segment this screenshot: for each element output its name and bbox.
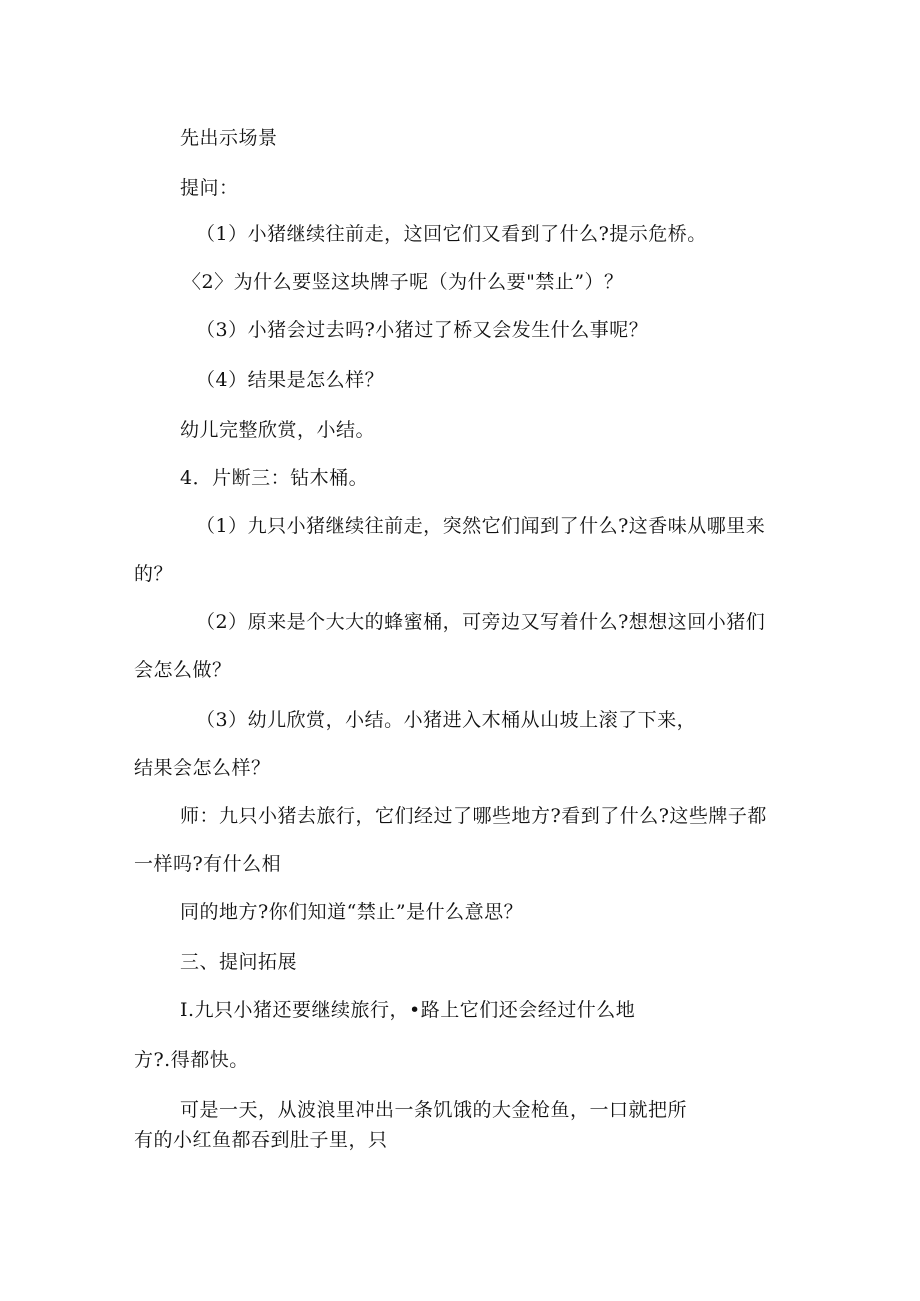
paragraph-line: 先出示场景	[180, 127, 278, 149]
paragraph-line: 的？	[134, 563, 174, 585]
paragraph-line: 师：九只小猪去旅行，它们经过了哪些地方?看到了什么?这些牌子都	[180, 805, 767, 827]
paragraph-line: 幼儿完整欣赏，小结。	[180, 419, 376, 441]
paragraph-line: 有的小红鱼都吞到肚子里，只	[134, 1129, 388, 1151]
paragraph-line: 可是一天，从波浪里冲出一条饥饿的大金枪鱼，一口就把所	[180, 1099, 688, 1121]
paragraph-line: （1）小猪继续往前走，这回它们又看到了什么?提示危桥。	[196, 223, 707, 245]
paragraph-line: 〈2〉为什么要竖这块牌子呢（为什么要"禁止”）？	[182, 271, 624, 293]
paragraph-line: （2）原来是个大大的蜂蜜桶，可旁边又写着什么?想想这回小猪们	[196, 611, 766, 633]
paragraph-line: （1）九只小猪继续往前走，突然它们闻到了什么?这香味从哪里来	[196, 515, 766, 537]
paragraph-line: 会怎么做？	[134, 659, 232, 681]
paragraph-line: （4）结果是怎么样？	[196, 369, 385, 391]
paragraph-line: 方?.得都快。	[134, 1049, 249, 1071]
section-heading: 三、提问拓展	[180, 951, 298, 973]
paragraph-line: 结果会怎么样？	[134, 757, 271, 779]
paragraph-line: 同的地方?你们知道“禁止”是什么意思？	[180, 901, 524, 923]
paragraph-line: 一样吗?有什么相	[134, 853, 282, 875]
paragraph-line: （3）幼儿欣赏，小结。小猪进入木桶从山坡上滚了下来，	[196, 709, 697, 731]
paragraph-line: 提问：	[180, 177, 239, 199]
paragraph-line: 4．片断三：钻木桶。	[180, 467, 369, 489]
paragraph-line: I.九只小猪还要继续旅行，•路上它们还会经过什么地	[180, 999, 636, 1021]
paragraph-line: （3）小猪会过去吗?小猪过了桥又会发生什么事呢？	[196, 319, 649, 341]
